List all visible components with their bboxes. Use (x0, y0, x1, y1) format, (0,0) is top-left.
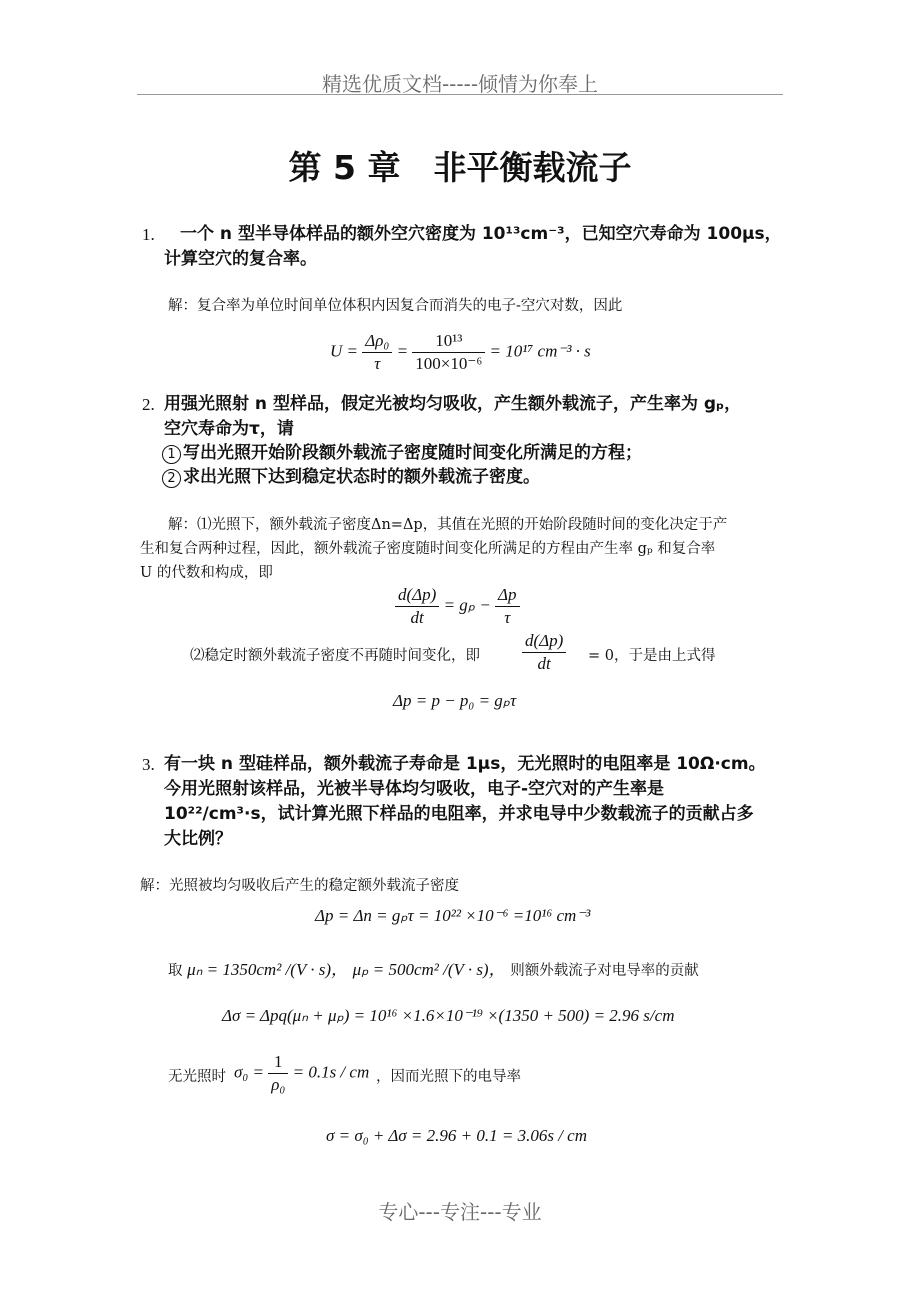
q3-total-conductivity-equation: σ = σ₀ + Δσ = 2.96 + 0.1 = 3.06s / cm (326, 1126, 588, 1145)
q2-line2: 空穴寿命为τ，请 (164, 419, 294, 439)
q3-dark-conductivity-label: 无光照时 (168, 1069, 226, 1085)
q3-line1: 有一块 n 型硅样品，额外载流子寿命是 1μs，无光照时的电阻率是 10Ω·cm。 (164, 754, 766, 774)
q3-conductivity-change-equation: Δσ = Δpq(μₙ + μₚ) = 10¹⁶ ×1.6×10⁻¹⁹ ×(1350 + 500) = 2.96 s/cm (222, 1006, 675, 1025)
q2-number: 2. (142, 395, 155, 414)
q1-line2: 计算空穴的复合率。 (164, 249, 317, 269)
q2-solution-line3: U 的代数和构成，即 (140, 565, 273, 581)
q1-line1: 一个 n 型半导体样品的额外空穴密度为 10¹³cm⁻³，已知空穴寿命为 100μs， (180, 224, 782, 244)
q2-line1: 用强光照射 n 型样品，假定光被均匀吸收，产生额外载流子，产生率为 gₚ， (164, 394, 742, 414)
q1-number: 1. (142, 225, 155, 244)
q2-item2: 2 求出光照下达到稳定状态时的额外载流子密度。 (162, 465, 540, 490)
page-header: 精选优质文档-----倾情为你奉上 (321, 72, 599, 96)
header-divider (137, 94, 783, 95)
q2-steady-condition: $\frac{d(\Delta p)}{dt}$ (522, 630, 566, 675)
q1-solution-intro: 解：复合率为单位时间单位体积内因复合而消失的电子-空穴对数，因此 (168, 298, 623, 314)
q3-dark-conductivity-equation: σ₀ = $\frac{1}{\text{ρ₀}}$ = 0.1s / cm (234, 1052, 370, 1094)
q2-solution-line2: 生和复合两种过程，因此，额外载流子密度随时间变化所满足的方程由产生率 gₚ 和复合率 (140, 541, 716, 557)
page-footer: 专心---专注---专业 (378, 1200, 542, 1224)
q3-line4: 大比例？ (164, 829, 232, 849)
q3-line2: 今用光照射该样品，光被半导体均匀吸收，电子-空穴对的产生率是 (164, 779, 665, 799)
chapter-title: 第 5 章 非平衡载流子 (288, 148, 632, 187)
q2-rate-equation: $\frac{d(\Delta p)}{dt}$ = gₚ − $\frac{\Delta p}{\tau}$ (395, 584, 520, 629)
q2-solution-part2: ⑵稳定时额外载流子密度不再随时间变化，即 (190, 648, 480, 664)
q2-solution-line1: 解：⑴光照下，额外载流子密度Δn=Δp，其值在光照的开始阶段随时间的变化决定于产 (168, 517, 728, 533)
circled-number-icon: 1 (162, 445, 181, 464)
q1-equation: U = $\frac{\text{Δρ₀}}{\tau}$ = $\frac{\text{10¹³}}{\text{100×10⁻⁶}}$ = 10¹⁷ cm⁻³ · s (330, 331, 591, 373)
q3-mobility-line: 取 μₙ = 1350cm² /(V · s)， μₚ = 500cm² /(V · s)， 则额外载流子对电导率的贡献 (168, 960, 699, 979)
q2-steady-state-equation: Δp = p − p₀ = gₚτ (393, 691, 517, 710)
q2-solution-part2-end: = 0，于是由上式得 (588, 648, 716, 664)
q3-line3: 10²²/cm³·s，试计算光照下样品的电阻率，并求电导中少数载流子的贡献占多 (164, 804, 754, 824)
circled-number-icon: 2 (162, 469, 181, 488)
q3-number: 3. (142, 755, 155, 774)
q3-solution-intro: 解：光照被均匀吸收后产生的稳定额外载流子密度 (140, 878, 459, 894)
q3-dark-conductivity-tail: ，因而光照下的电导率 (376, 1069, 521, 1085)
q3-carrier-density-equation: Δp = Δn = gₚτ = 10²² ×10⁻⁶ =10¹⁶ cm⁻³ (315, 906, 591, 925)
q2-item1: 1 写出光照开始阶段额外载流子密度随时间变化所满足的方程； (162, 441, 642, 466)
